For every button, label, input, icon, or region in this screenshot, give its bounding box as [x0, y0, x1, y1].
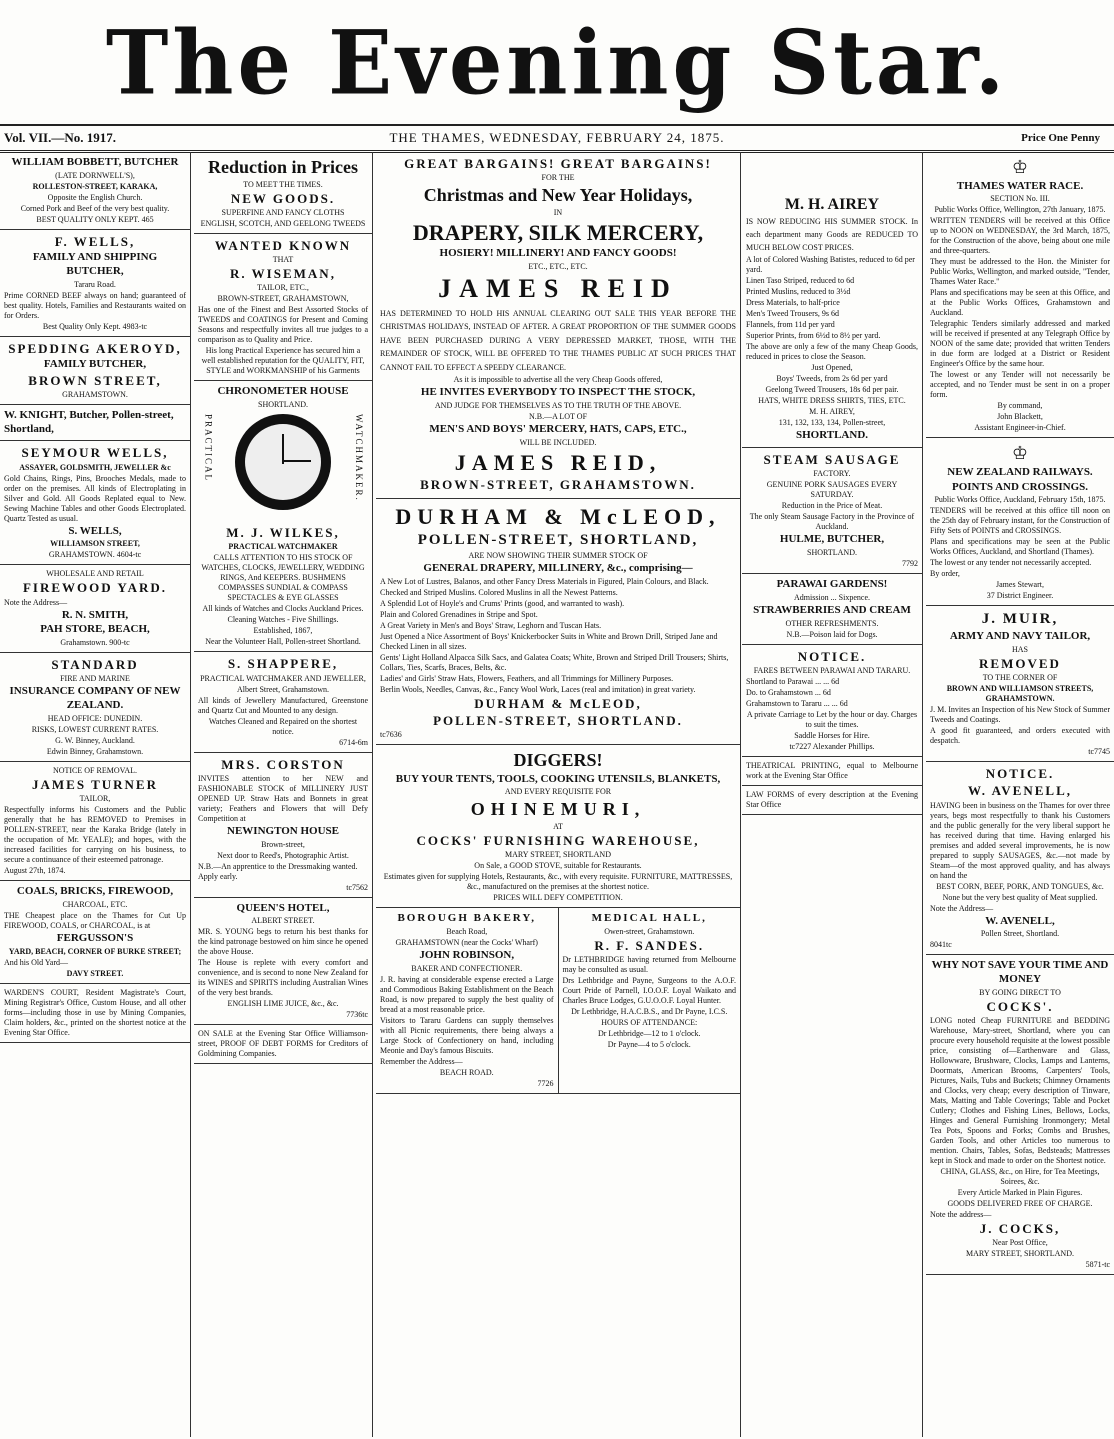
place-date: THE THAMES, WEDNESDAY, FEBRUARY 24, 1875. — [389, 130, 725, 145]
watchmaker-label: WATCHMAKER. — [354, 414, 364, 502]
royal-arms-icon: ♔ — [1011, 157, 1029, 177]
ad-borough-bakery: BOROUGH BAKERY, Beach Road, GRAHAMSTOWN (near the Cocks' Wharf) JOHN ROBINSON, BAKER AND CONFECTIONER. J. R. having at considerable expense erected a Large and Commodious Baking Establishment on the Beach Road, is now prepared to supply the best quality of bread at a most reasonable price. Visitors to Tararu Gardens can supply themselves with all Picnic requirements, there being always a Large Stock of Confectionery on hand, including Meonie and Day's famous Biscuits. Remember the Address— BEACH ROAD. 7726 — [376, 908, 559, 1094]
ad-chronometer-house: CHRONOMETER HOUSE SHORTLAND. PRACTICAL WATCHMAKER. M. J. WILKES, PRACTICAL WATCHMAKER CALLS ATTENTION TO HIS STOCK OF WATCHES, CLOCKS, JEWELLERY, WEDDING RINGS, And KEEPERS. BUSHMENS COMPASSES SUNDIAL & COMPASS SPECTACLES & EYE GLASSES All kinds of Watches and Clocks Auckland Prices. Cleaning Watches - Five Shillings. Established, 1867, Near the Volunteer Hall, Pollen-street Shortland. — [194, 381, 372, 652]
ad-bobbett: WILLIAM BOBBETT, BUTCHER (LATE DORNWELL'S), ROLLESTON-STREET, KARAKA, Opposite the English Church. Corned Pork and Beef of the very best quality. BEST QUALITY ONLY KEPT. 465 — [0, 152, 190, 230]
ad-law-forms: LAW FORMS of every description at the Evening Star Office — [742, 786, 922, 815]
airey-items-list: A lot of Colored Washing Batistes, reduced to 6d per yard. Linen Taso Striped, reduced to 6d Printed Muslins, reduced to 3½d Dress Materials, to half-price Men's Tweed Trousers, 9s 6d Flannels, from 11d per yard Superior Prints, from 6½d to 8½ per yard. — [746, 255, 915, 341]
ad-wells-butcher: F. WELLS, FAMILY AND SHIPPING BUTCHER, Tararu Road. Prime CORNED BEEF always on hand; guaranteed of best quality. Hotels, Families and Restaurants waited on for Orders. Best Quality Only Kept. 4983-tc — [0, 230, 190, 337]
ad-theatrical-printing: THEATRICAL PRINTING, equal to Melbourne work at the Evening Star Office — [742, 757, 922, 786]
column-3 — [376, 152, 741, 1437]
ad-proof-of-debt: ON SALE at the Evening Star Office Williamson-street, PROOF OF DEBT FORMS for Creditors of Goldmining Companies. — [194, 1025, 372, 1064]
ad-avenell: NOTICE. W. AVENELL, HAVING been in business on the Thames for over three years, begs most respectfully to thank his Customers and the public generally for the very liberal support he has received during that time. Having enlarged his premises and added several improvements, he is now prepared to supply SAUSAGES, &c.—not made by Steam—of the most approved quality, and has always on hand the BEST CORN, BEEF, PORK, AND TONGUES, &c. None but the very best quality of Meat supplied. Note the Address— W. AVENELL, Pollen Street, Shortland. 8041tc — [926, 762, 1114, 955]
price: Price One Penny — [1021, 132, 1100, 144]
ad-diggers: DIGGERS! BUY YOUR TENTS, TOOLS, COOKING UTENSILS, BLANKETS, AND EVERY REQUISITE FOR OHINEMURI, AT COCKS' FURNISHING WAREHOUSE, MARY STREET, SHORTLAND On Sale, a GOOD STOVE, suitable for Restaurants. Estimates given for supplying Hotels, Restaurants, &c., with every requisite. FURNITURE, MATTRESSES, &c., manufactured on the premises at the shortest notice. PRICES WILL DEFY COMPETITION. — [376, 745, 740, 908]
column-4 — [742, 152, 923, 1437]
clock-icon — [235, 414, 331, 510]
ad-seymour-wells: SEYMOUR WELLS, ASSAYER, GOLDSMITH, JEWELLER &c Gold Chains, Rings, Pins, Brooches Medals, made to order on the premises. All kinds of Electroplating in Silver and Gold. All Goods Replated equal to New. Sewing Machine Tables and other Goods Electroplated. Quartz Tested as usual. S. WELLS, WILLIAMSON STREET, GRAHAMSTOWN. 4604-tc — [0, 441, 190, 565]
ad-steam-sausage: STEAM SAUSAGE FACTORY. GENUINE PORK SAUSAGES EVERY SATURDAY. Reduction in the Price of Meat. The only Steam Sausage Factory in the Province of Auckland. HULME, BUTCHER, SHORTLAND. 7792 — [742, 448, 922, 574]
ad-wiseman: WANTED KNOWN THAT R. WISEMAN, TAILOR, ETC., BROWN-STREET, GRAHAMSTOWN, Has one of the Finest and Best Assorted Stocks of TWEEDS and COATINGS for Present and Coming Seasons and respectfully invites all true judges to a comparison as to Quality and Price. His long Practical Experience has secured him a well established reputation for the QUALITY, FIT, STYLE and WORKMANSHIP of his Garments — [194, 234, 372, 382]
ad-knight: W. KNIGHT, Butcher, Pollen-street, Shortland, — [0, 405, 190, 442]
volume-number: Vol. VII.—No. 1917. — [4, 130, 116, 145]
royal-arms-icon: ♔ — [1011, 443, 1029, 464]
masthead — [0, 8, 1114, 118]
dateline — [0, 124, 1114, 153]
ad-queens-hotel: QUEEN'S HOTEL, ALBERT STREET. MR. S. YOUNG begs to return his best thanks for the kind patronage bestowed on him since he opened the above House. The House is replete with every comfort and convenience, and is second to none New Zealand for its WINES and SPIRITS including Australian Wines of the very best brands. ENGLISH LIME JUICE, &c., &c. 7736tc — [194, 898, 372, 1026]
ad-firewood-yard: WHOLESALE AND RETAIL FIREWOOD YARD. Note the Address— R. N. SMITH, PAH STORE, BEACH, Grahamstown. 900-tc — [0, 565, 190, 653]
ad-thames-water-race: ♔ THAMES WATER RACE. SECTION No. III. Public Works Office, Wellington, 27th January, 1875. WRITTEN TENDERS will be received at this Office up to NOON on WEDNESDAY, the 3rd March, 1875, for the Construction of the above, being about one mile and three-quarters. They must be addressed to the Hon. the Minister for Public Works, Wellington, and marked outside, "Tender, Thames Water Race." Plans and specifications may be seen at this Office, and at the Public Works Offices, Grahamstown and Auckland. Telegraphic Tenders similarly addressed and marked will be received if presented at any Telegraph Office by NOON of the same date; provided that written Tenders in due form are lodged at a District or Resident Engineer's Office by the same hour. The lowest or any Tender will not necessarily be accepted, and no Tender must be sent in on a proper form. By command, John Blackett, Assistant Engineer-in-Chief. — [926, 152, 1114, 438]
ad-parawai-gardens: PARAWAI GARDENS! Admission ... Sixpence. STRAWBERRIES AND CREAM OTHER REFRESHMENTS. N.B.—Poison laid for Dogs. — [742, 574, 922, 645]
ad-wardens-court: WARDEN'S COURT, Resident Magistrate's Court, Mining Registrar's Office, Custom House, and all other forms—including those in use by Mining Companies, Claim holders, &c., printed on the shortest notice at the Evening Star Office. — [0, 984, 190, 1043]
durham-items-list: A New Lot of Lustres, Balanos, and other Fancy Dress Materials in Figured, Plain Colours, and Black. Checked and Striped Muslins. Colored Muslins in all the Newest Patterns. A Splendid Lot of Hoyle's and Crums' Prints (good, and warranted to wash). Plain and Colored Grenadines in Stripe and Spot. A Great Variety in Men's and Boys' Straw, Leghorn and Tuscan Hats. Just Opened a Nice Assortment of Boys' Knickerbocker Suits in White and Brown Drill, Striped Jane and Checked Linen in all sizes. Gents' Light Holland Alpacca Silk Sacs, and Galatea Coats; White, Brown and Striped Drill Trousers; Shirts, Collars, Ties, Scarfs, Braces, Belts, &c. Ladies' and Girls' Straw Hats, Flowers, Feathers, and all Trimmings for Millinery Purposes. Berlin Wools, Needles, Canvas, &c., Fancy Wool Work, Laces (real and imitation) in great variety. — [380, 576, 729, 694]
ad-reduction-prices: Reduction in Prices TO MEET THE TIMES. NEW GOODS. SUPERFINE AND FANCY CLOTHS ENGLISH, SCOTCH, AND GEELONG TWEEDS — [194, 152, 372, 234]
ad-fares-notice: NOTICE. FARES BETWEEN PARAWAI AND TARARU. Shortland to Parawai ... ... 6d Do. to Grahamstown ... 6d Grahamstown to Tararu ... ... 6d A private Carriage to Let by the hour or day. Charges to suit the times. Saddle Horses for Hire. tc7227 Alexander Phillips. — [742, 645, 922, 757]
ad-shappere: S. SHAPPERE, PRACTICAL WATCHMAKER AND JEWELLER, Albert Street, Grahamstown. All kinds of Jewellery Manufactured, Greenstone and Quartz Cut and Mounted to any design. Watches Cleaned and Repaired on the shortest notice. 6714-6m — [194, 652, 372, 752]
column-2 — [194, 152, 373, 1437]
ad-fergusson: COALS, BRICKS, FIREWOOD, CHARCOAL, ETC. THE Cheapest place on the Thames for Cut Up FIREWOOD, COALS, or CHARCOAL, is at FERGUSSON'S YARD, BEACH, CORNER OF BURKE STREET; And his Old Yard— DAVY STREET. — [0, 881, 190, 984]
ad-medical-hall: MEDICAL HALL, Owen-street, Grahamstown. R. F. SANDES. Dr LETHBRIDGE having returned from Melbourne may be consulted as usual. Drs Lethbridge and Payne, Surgeons to the A.O.F. Court Pride of Parnell, I.O.O.F. Loyal Waikato and Charles Bruce Lodges, G.U.O.O.F. Loyal Hunter. Dr Lethbridge, H.A.C.B.S., and Dr Payne, I.C.S. HOURS OF ATTENDANCE: Dr Lethbridge—12 to 1 o'clock. Dr Payne—4 to 5 o'clock. — [559, 908, 741, 1094]
ad-james-reid: GREAT BARGAINS! GREAT BARGAINS! FOR THE Christmas and New Year Holidays, IN DRAPERY, SILK MERCERY, HOSIERY! MILLINERY! AND FANCY GOODS! ETC., ETC., ETC. JAMES REID HAS DETERMINED TO HOLD HIS ANNUAL CLEARING OUT SALE THIS YEAR BEFORE THE CHRISTMAS HOLIDAYS, INSTEAD OF AFTER. A GREAT PROPORTION OF THE SUMMER GOODS HAVE BEEN PURCHASED DURING A VERY DEPRESSED MARKET, THOSE, WITH THE REMAINDER OF STOCK, WILL BE OFFERED TO THE THAMES PUBLIC AT SUCH PRICES THAT CANNOT FAIL TO EFFECT A SPEEDY CLEARANCE. As it is impossible to advertise all the very Cheap Goods offered, HE INVITES EVERYBODY TO INSPECT THE STOCK, AND JUDGE FOR THEMSELVES AS TO THE TRUTH OF THE ABOVE. N.B.—A LOT OF MEN'S AND BOYS' MERCERY, HATS, CAPS, ETC., WILL BE INCLUDED. JAMES REID, BROWN-STREET, GRAHAMSTOWN. — [376, 152, 740, 499]
ad-nz-railways: ♔ NEW ZEALAND RAILWAYS. POINTS AND CROSSINGS. Public Works Office, Auckland, February 15th, 1875. TENDERS will be received at this office till noon on the 25th day of February instant, for the Construction of Fifty Sets of POINTS and CROSSINGS. Plans and specifications may be seen at the Public Works Offices, Auckland, and Shortland (Thames). The lowest or any tender not necessarily accepted. By order, James Stewart, 37 District Engineer. — [926, 438, 1114, 606]
column-1 — [0, 152, 191, 1437]
ad-mrs-corston: MRS. CORSTON INVITES attention to her NEW and FASHIONABLE STOCK of MILLINERY JUST OPENED UP. Straw Hats and Bonnets in great variety; Feathers and Flowers that will Defy Competition at NEWINGTON HOUSE Brown-street, Next door to Reed's, Photographic Artist. N.B.—An apprentice to the Dressmaking wanted. Apply early. tc7562 — [194, 753, 372, 898]
ad-cocks-furniture: WHY NOT SAVE YOUR TIME AND MONEY BY GOING DIRECT TO COCKS'. LONG noted Cheap FURNITURE and BEDDING Warehouse, Mary-street, Shortland, where you can procure every household requisite at the lowest possible price, consisting of—Earthenware and Glass, Hollowware, Brushware, Clocks, Lamps and Lanterns, Doormats, American Brooms, Carpenters' Tools, Pictures, Nails, Tubs and Buckets; Chimney Ornaments and Clocks, very cheap; every description of Tinware, Mats, Matting and Table Coverings; Table and Pocket Cutlery; Clothes and Fishing Lines, Bellows, Locks, Hinges and General Furnishing Ironmongery; Metal Tea Pots, Spoons and Forks; Combs and Brushes, Garden Tools, and other Articles too numerous to mention. Chairs, Tables, Sofas, Bedsteads; Mattresses kept in Stock and made to order on the Shortest notice. CHINA, GLASS, &c., on Hire, for Tea Meetings, Soirees, &c. Every Article Marked in Plain Figures. GOODS DELIVERED FREE OF CHARGE. Note the address— J. COCKS, Near Post Office, MARY STREET, SHORTLAND. 5871-tc — [926, 955, 1114, 1275]
ad-muir-tailor: J. MUIR, ARMY AND NAVY TAILOR, HAS REMOVED TO THE CORNER OF BROWN AND WILLIAMSON STREETS, GRAHAMSTOWN. J. M. Invites an Inspection of his New Stock of Summer Tweeds and Coatings. A good fit guaranteed, and orders executed with despatch. tc7745 — [926, 606, 1114, 762]
ad-airey: M. H. AIREY IS NOW REDUCING HIS SUMMER STOCK. In each department many Goods are REDUCED TO MUCH BELOW COST PRICES. A lot of Colored Washing Batistes, reduced to 6d per yard. Linen Taso Striped, reduced to 6d Printed Muslins, reduced to 3½d Dress Materials, to half-price Men's Tweed Trousers, 9s 6d Flannels, from 11d per yard Superior Prints, from 6½d to 8½ per yard. The above are only a few of the many Cheap Goods, reduced in prices to close the Season. Just Opened, Boys' Tweeds, from 2s 6d per yard Geelong Tweed Trousers, 18s 6d per pair. HATS, WHITE DRESS SHIRTS, TIES, ETC. M. H. AIREY, 131, 132, 133, 134, Pollen-street, SHORTLAND. — [742, 152, 922, 448]
ad-durham-mcleod: DURHAM & McLEOD, POLLEN-STREET, SHORTLAND, ARE NOW SHOWING THEIR SUMMER STOCK OF GENERAL DRAPERY, MILLINERY, &c., comprising— A New Lot of Lustres, Balanos, and other Fancy Dress Materials in Figured, Plain Colours, and Black. Checked and Striped Muslins. Colored Muslins in all the Newest Patterns. A Splendid Lot of Hoyle's and Crums' Prints (good, and warranted to wash). Plain and Colored Grenadines in Stripe and Spot. A Great Variety in Men's and Boys' Straw, Leghorn and Tuscan Hats. Just Opened a Nice Assortment of Boys' Knickerbocker Suits in White and Brown Drill, Striped Jane and Checked Linen in all sizes. Gents' Light Holland Alpacca Silk Sacs, and Galatea Coats; White, Brown and Striped Drill Trousers; Shirts, Collars, Ties, Scarfs, Braces, Belts, &c. Ladies' and Girls' Straw Hats, Flowers, Feathers, and all Trimmings for Millinery Purposes. Berlin Wools, Needles, Canvas, &c., Fancy Wool Work, Laces (real and imitation) in great variety. DURHAM & McLEOD, POLLEN-STREET, SHORTLAND. tc7636 — [376, 499, 740, 746]
practical-label: PRACTICAL — [203, 414, 214, 483]
ad-standard-insurance: STANDARD FIRE AND MARINE INSURANCE COMPANY OF NEW ZEALAND. HEAD OFFICE: DUNEDIN. RISKS, LOWEST CURRENT RATES. G. W. Binney, Auckland. Edwin Binney, Grahamstown. — [0, 653, 190, 762]
ad-james-turner: NOTICE OF REMOVAL. JAMES TURNER TAILOR, Respectfully informs his Customers and the Public generally that he has REMOVED to Premises in POLLEN-STREET, near the Karaka Bridge (lately in the occupation of Mr. YEALE); and hopes, with the increased facilities for carrying on his business, to secure a continuance of their esteemed patronage. August 27th, 1874. — [0, 762, 190, 881]
column-5 — [926, 152, 1114, 1437]
ad-akeroyd: SPEDDING AKEROYD, FAMILY BUTCHER, BROWN STREET, GRAHAMSTOWN. — [0, 337, 190, 405]
masthead-title: The Evening Star. — [105, 10, 1009, 115]
